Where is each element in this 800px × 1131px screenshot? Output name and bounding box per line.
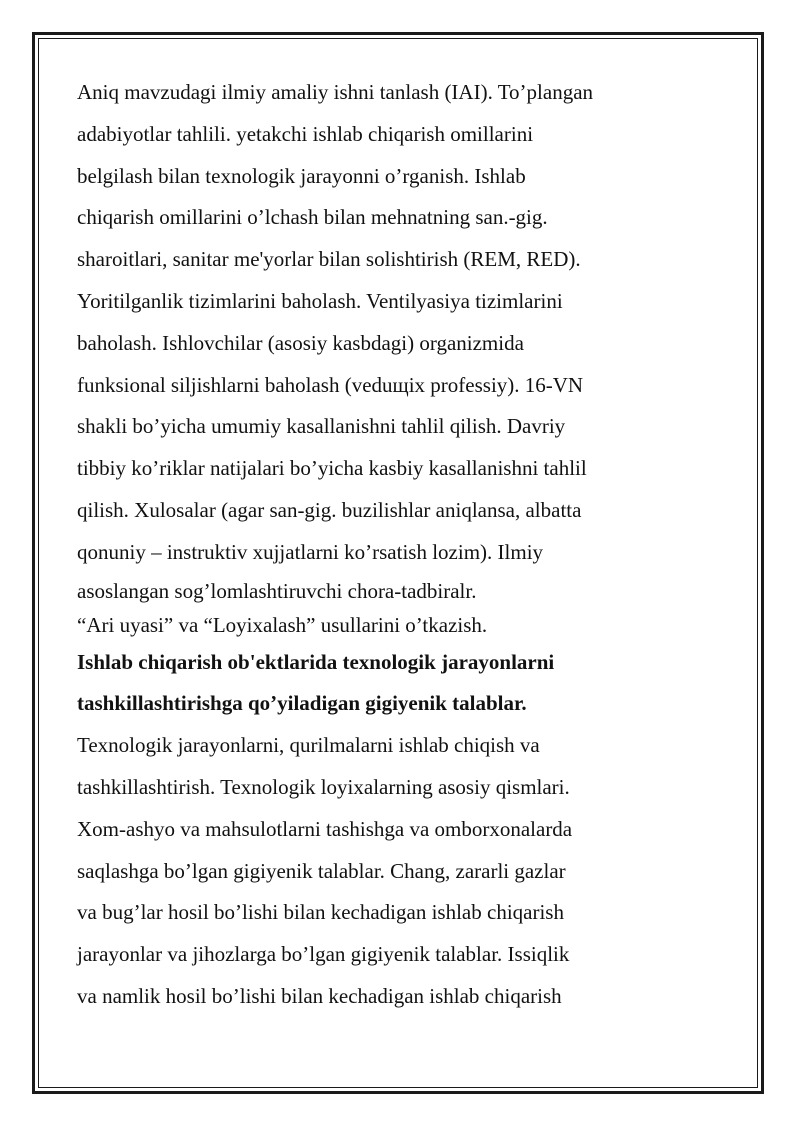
text-line: chiqarish omillarini o’lchash bilan mehnatning san.-gig. xyxy=(77,205,548,230)
text-line: Texnologik jarayonlarni, qurilmalarni ishlab chiqish va xyxy=(77,733,540,758)
text-line: jarayonlar va jihozlarga bo’lgan gigiyenik talablar. Issiqlik xyxy=(77,942,570,967)
text-line: asoslangan sog’lomlashtiruvchi chora-tadbiralr. xyxy=(77,578,477,603)
text-line: funksional siljishlarni baholash (veduщix professiy). 16-VN xyxy=(77,372,584,397)
text-line: qonuniy – instruktiv xujjatlarni ko’rsatish lozim). Ilmiy xyxy=(77,539,544,564)
section-heading-line: tashkillashtirishga qo’yiladigan gigiyenik talablar. xyxy=(77,691,527,716)
section-heading-line: Ishlab chiqarish ob'ektlarida texnologik jarayonlarni xyxy=(77,649,555,674)
text-line: “Ari uyasi” va “Loyixalash” usullarini o’tkazish. xyxy=(77,612,488,637)
text-line: belgilash bilan texnologik jarayonni o’rganish. Ishlab xyxy=(77,163,526,188)
text-line: Xom-ashyo va mahsulotlarni tashishga va omborxonalarda xyxy=(77,816,573,841)
text-line: tibbiy ko’riklar natijalari bo’yicha kasbiy kasallanishni tahlil xyxy=(77,456,587,481)
document-body xyxy=(77,72,717,1018)
text-line: Aniq mavzudagi ilmiy amaliy ishni tanlash (IAI). To’plangan xyxy=(77,80,594,104)
text-line: baholash. Ishlovchilar (asosiy kasbdagi) organizmida xyxy=(77,330,524,355)
text-line: shakli bo’yicha umumiy kasallanishni tahlil qilish. Davriy xyxy=(77,414,566,439)
text-line: adabiyotlar tahlili. yetakchi ishlab chiqarish omillarini xyxy=(77,121,534,146)
text-line: sharoitlari, sanitar me'yorlar bilan solishtirish (REM, RED). xyxy=(77,247,581,272)
text-line: tashkillashtirish. Texnologik loyixalarning asosiy qismlari. xyxy=(77,774,570,799)
text-line: saqlashga bo’lgan gigiyenik talablar. Chang, zararli gazlar xyxy=(77,858,566,883)
text-line: qilish. Xulosalar (agar san-gig. buzilishlar aniqlansa, albatta xyxy=(77,497,582,522)
text-line: Yoritilganlik tizimlarini baholash. Ventilyasiya tizimlarini xyxy=(77,288,563,313)
text-line: va bug’lar hosil bo’lishi bilan kechadigan ishlab chiqarish xyxy=(77,900,564,925)
text-line: va namlik hosil bo’lishi bilan kechadigan ishlab chiqarish xyxy=(77,983,562,1008)
